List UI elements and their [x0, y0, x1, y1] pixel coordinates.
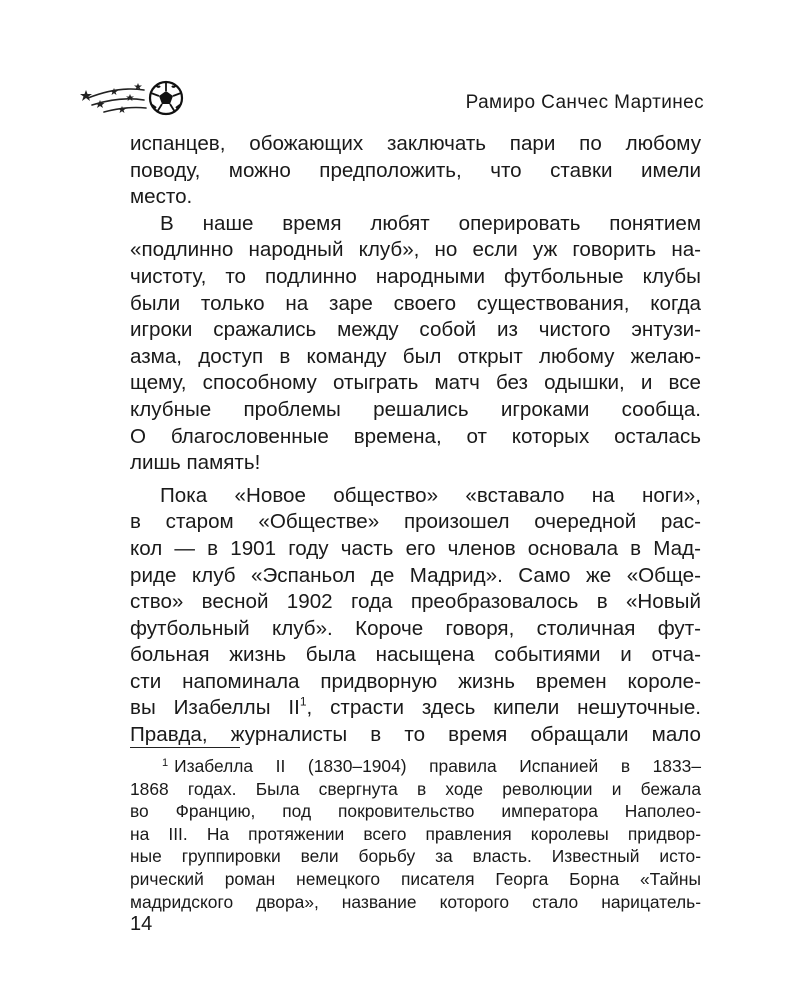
footnote-line: во Францию, под покровительство императора Наполео- — [130, 801, 701, 822]
text-line: «подлинно народный клуб», но если уж говорить на- — [130, 238, 701, 262]
text-line: кол — в 1901 году часть его членов основала в Мад- — [130, 536, 701, 560]
footnote-line: ные группировки вели борьбу за власть. Известный исто- — [130, 846, 701, 867]
text-line: ство» весной 1902 года преобразовалось в «Новый — [130, 590, 701, 614]
text-line: Правда, журналисты в то время обращали мало — [130, 723, 701, 747]
text-line: клубные проблемы решались игроками сообща. — [130, 397, 701, 421]
running-head: Рамиро Санчес Мартинес — [465, 92, 704, 113]
page-number: 14 — [130, 913, 153, 935]
text-line: щему, способному отыграть матч без одышки, и все — [130, 371, 701, 395]
text-line: игроки сражались между собой из чистого энтузи- — [130, 318, 701, 342]
footnote-reference: 1 — [299, 695, 307, 710]
footnote — [130, 752, 701, 913]
text-line: сти напоминала придворную жизнь времен короле- — [130, 669, 701, 693]
text-line: азма, доступ в команду был открыт любому желаю- — [130, 344, 701, 368]
text-fragment: вы Изабеллы II — [130, 696, 300, 720]
footnote-line: мадридского двора», название которого стало нарицатель- — [130, 891, 701, 912]
footnote-line: 1868 годах. Была свергнута в ходе революции и бежала — [130, 778, 701, 799]
text-line: лишь память! — [130, 451, 261, 475]
text-fragment: , страсти здесь кипели нешуточные. — [306, 696, 702, 720]
text-line: место. — [130, 185, 193, 209]
text-line: В наше время любят оперировать понятием — [160, 211, 701, 235]
text-line: больная жизнь была насыщена событиями и отча- — [130, 643, 701, 667]
text-line: риде клуб «Эспаньол де Мадрид». Само же «Обще- — [130, 563, 701, 587]
text-line: поводу, можно предположить, что ставки имели — [130, 158, 701, 182]
footnote-marker: 1 — [162, 757, 169, 769]
text-line: О благословенные времена, от которых осталась — [130, 424, 701, 448]
shooting-stars-soccer-ball-icon — [78, 72, 188, 122]
text-line: были только на заре своего существования, когда — [130, 291, 701, 315]
text-line: Пока «Новое общество» «вставало на ноги», — [160, 483, 701, 507]
footnote-line: на III. На протяжении всего правления королевы придвор- — [130, 823, 701, 844]
text-line: испанцев, обожающих заключать пари по любому — [130, 132, 701, 155]
footnote-text: Изабелла II (1830–1904) правила Испанией в 1833– — [174, 756, 701, 777]
text-line: чистоту, то подлинно народными футбольные клубы — [130, 264, 701, 288]
text-line: футбольный клуб». Короче говоря, столичная фут- — [130, 616, 701, 640]
text-line — [130, 695, 701, 722]
text-line: в старом «Обществе» произошел очередной рас- — [130, 510, 701, 534]
footnote-rule — [130, 747, 240, 748]
body-text — [130, 131, 701, 749]
footnote-line — [130, 752, 701, 778]
footnote-line: рический роман немецкого писателя Георга Борна «Тайны — [130, 869, 701, 890]
